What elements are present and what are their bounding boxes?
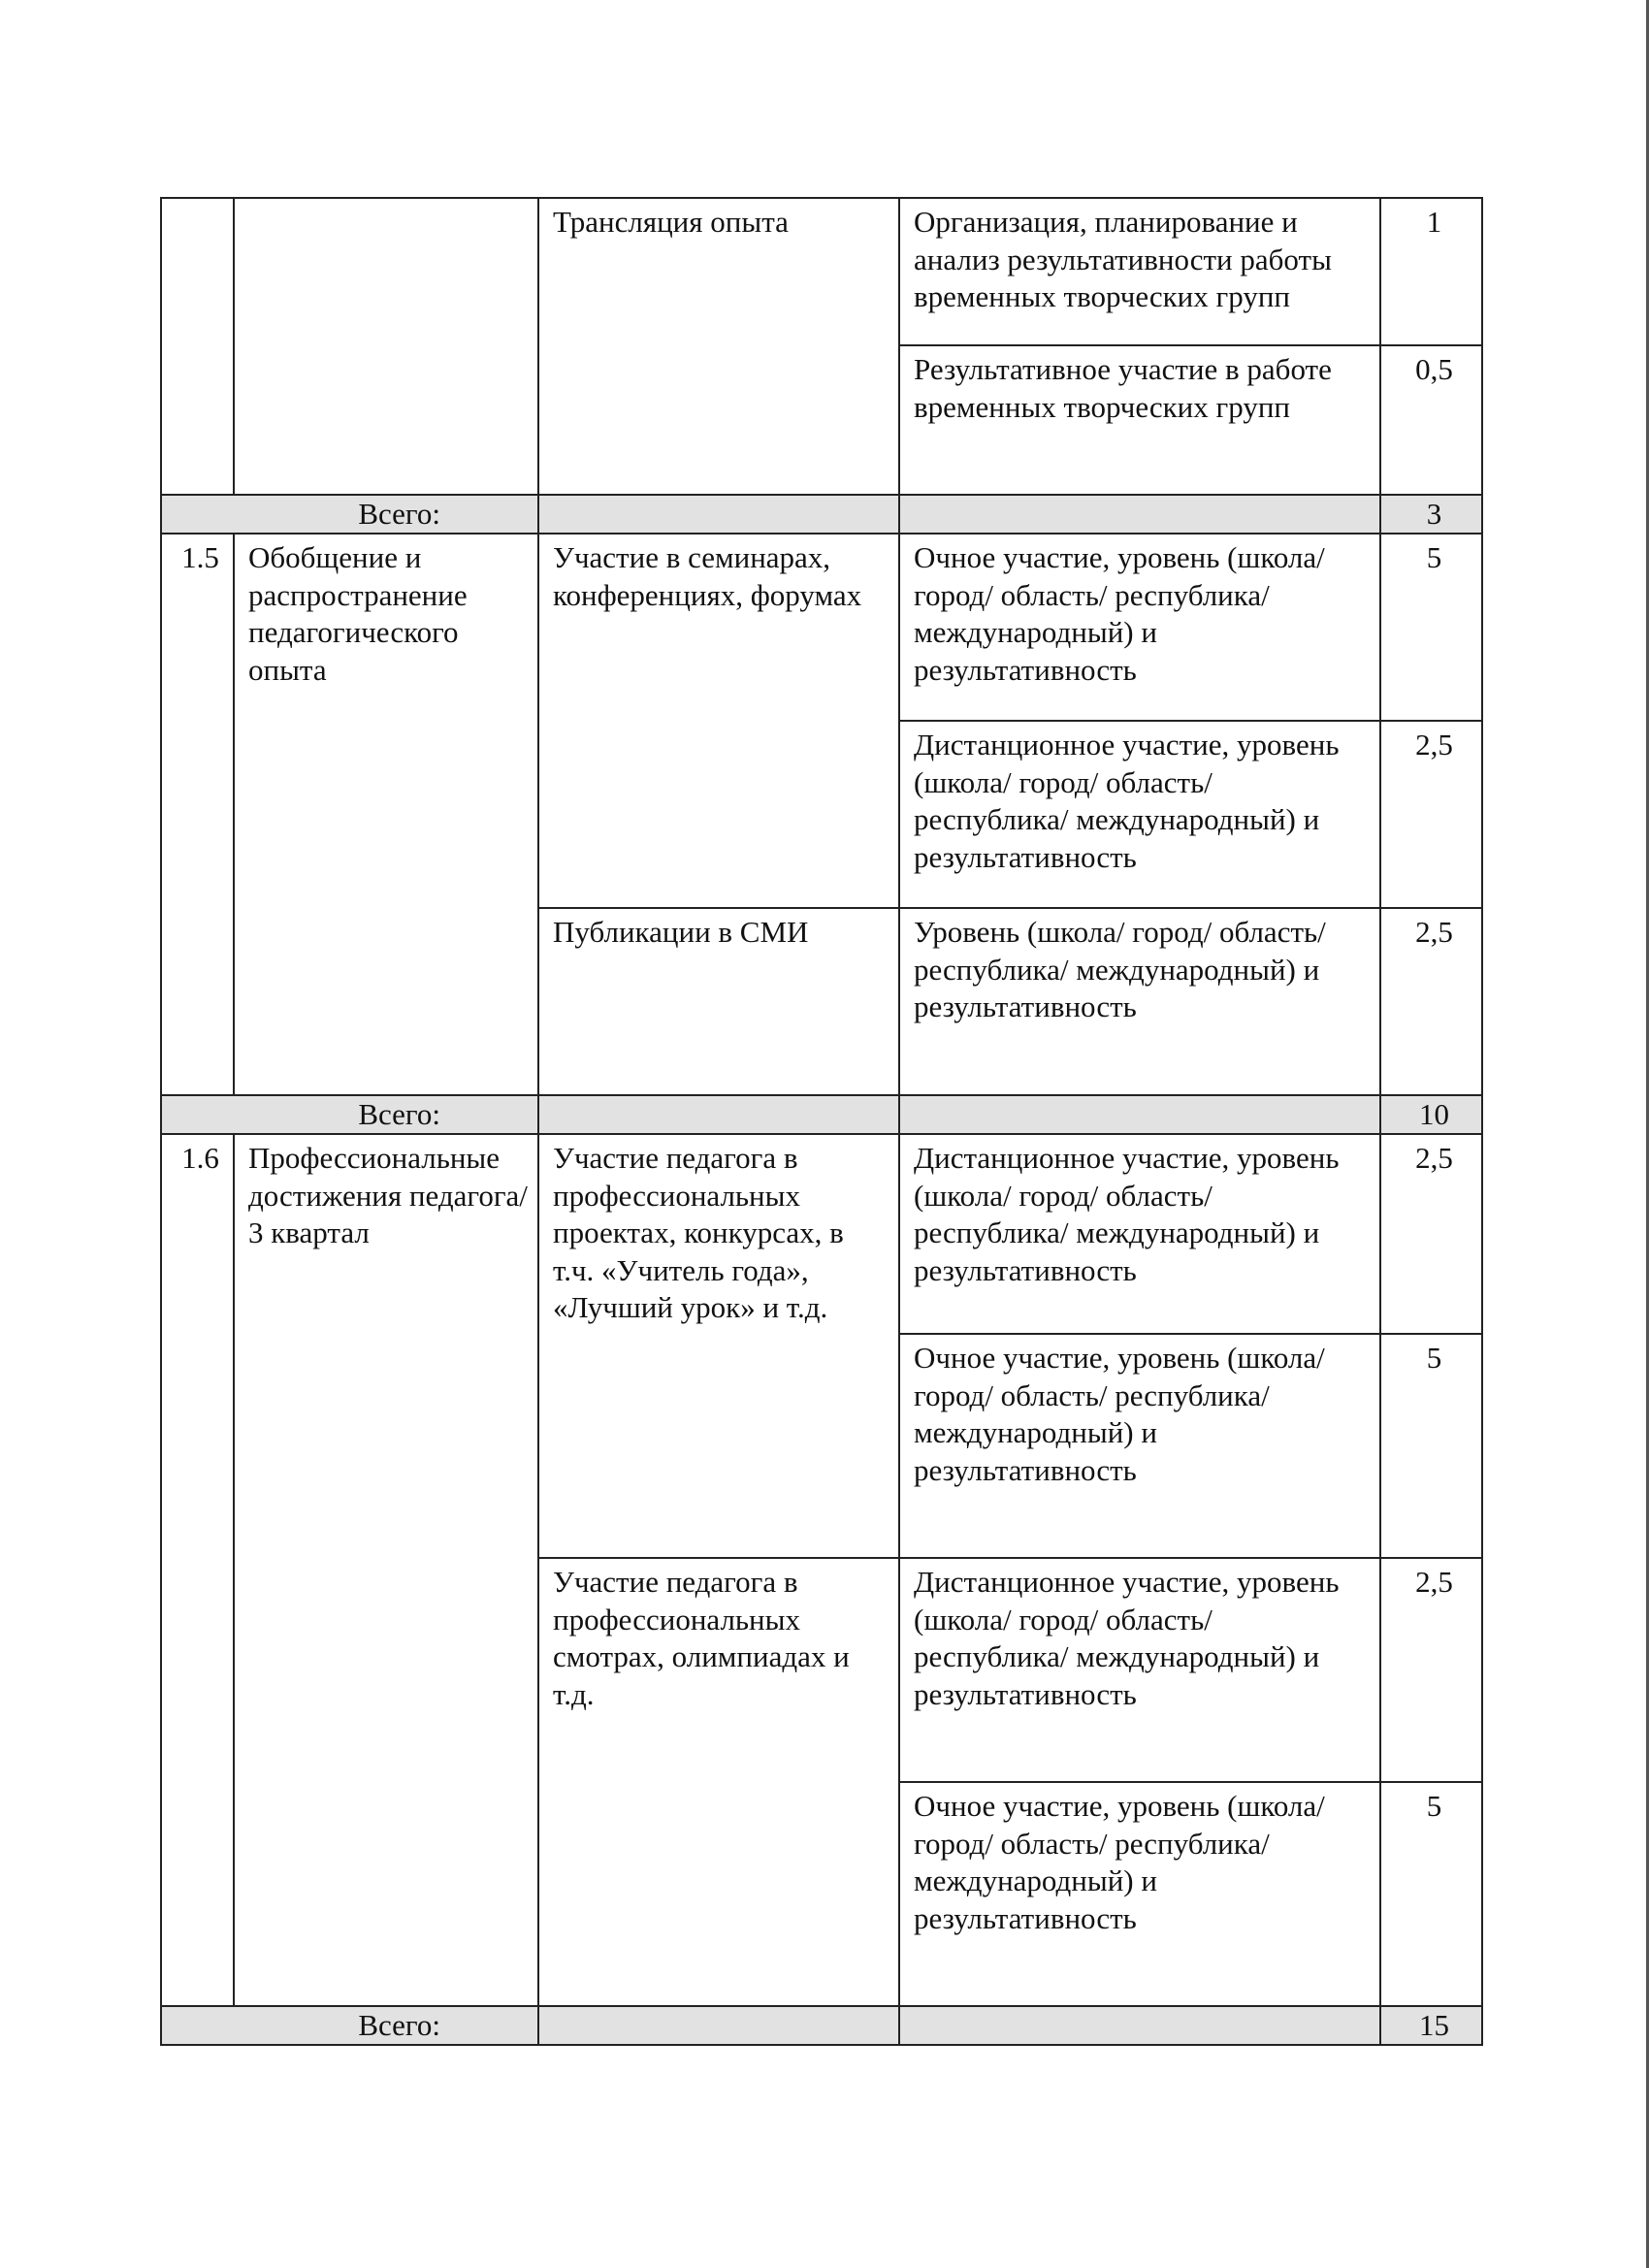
section-number: 1.5 (161, 534, 234, 1095)
total-empty-cell (899, 2006, 1380, 2045)
criteria-table (160, 197, 1483, 2046)
section-title-cell (234, 198, 538, 495)
item-name: Участие педагога в профессиональных смотрах, олимпиадах и т.д. (538, 1558, 899, 2006)
total-label: Всего: (161, 495, 538, 534)
total-value: 3 (1380, 495, 1482, 534)
criterion-points: 2,5 (1380, 721, 1482, 908)
criterion-text: Результативное участие в работе временных творческих групп (899, 345, 1380, 495)
total-empty-cell (538, 2006, 899, 2045)
criterion-text: Очное участие, уровень (школа/ город/ область/ республика/ международный) и результативность (899, 1334, 1380, 1558)
criterion-points: 1 (1380, 198, 1482, 345)
section-title: Обобщение и распространение педагогического опыта (234, 534, 538, 1095)
total-value: 15 (1380, 2006, 1482, 2045)
total-row (161, 495, 1482, 534)
total-row (161, 1095, 1482, 1134)
criterion-text: Организация, планирование и анализ результативности работы временных творческих групп (899, 198, 1380, 345)
criterion-text: Дистанционное участие, уровень (школа/ город/ область/ республика/ международный) и результативность (899, 721, 1380, 908)
criterion-text: Очное участие, уровень (школа/ город/ область/ республика/ международный) и результативность (899, 534, 1380, 721)
table-row (161, 198, 1482, 345)
item-name: Участие педагога в профессиональных проектах, конкурсах, в т.ч. «Учитель года», «Лучший урок» и т.д. (538, 1134, 899, 1558)
table-row (161, 1134, 1482, 1334)
total-empty-cell (899, 495, 1380, 534)
table-row (161, 534, 1482, 721)
section-title: Профессиональные достижения педагога/ 3 квартал (234, 1134, 538, 2006)
criterion-points: 5 (1380, 534, 1482, 721)
item-name: Трансляция опыта (538, 198, 899, 495)
total-empty-cell (538, 495, 899, 534)
section-number: 1.6 (161, 1134, 234, 2006)
criterion-text: Дистанционное участие, уровень (школа/ город/ область/ республика/ международный) и результативность (899, 1558, 1380, 1782)
total-empty-cell (899, 1095, 1380, 1134)
section-number-cell (161, 198, 234, 495)
total-label: Всего: (161, 2006, 538, 2045)
criterion-text: Очное участие, уровень (школа/ город/ область/ республика/ международный) и результативность (899, 1782, 1380, 2006)
criterion-points: 2,5 (1380, 908, 1482, 1095)
total-empty-cell (538, 1095, 899, 1134)
criterion-points: 2,5 (1380, 1558, 1482, 1782)
criterion-text: Дистанционное участие, уровень (школа/ город/ область/ республика/ международный) и результативность (899, 1134, 1380, 1334)
item-name: Публикации в СМИ (538, 908, 899, 1095)
criterion-points: 5 (1380, 1782, 1482, 2006)
criterion-points: 0,5 (1380, 345, 1482, 495)
criterion-points: 5 (1380, 1334, 1482, 1558)
total-label: Всего: (161, 1095, 538, 1134)
total-value: 10 (1380, 1095, 1482, 1134)
criterion-points: 2,5 (1380, 1134, 1482, 1334)
item-name: Участие в семинарах, конференциях, форумах (538, 534, 899, 908)
total-row (161, 2006, 1482, 2045)
criterion-text: Уровень (школа/ город/ область/ республика/ международный) и результативность (899, 908, 1380, 1095)
